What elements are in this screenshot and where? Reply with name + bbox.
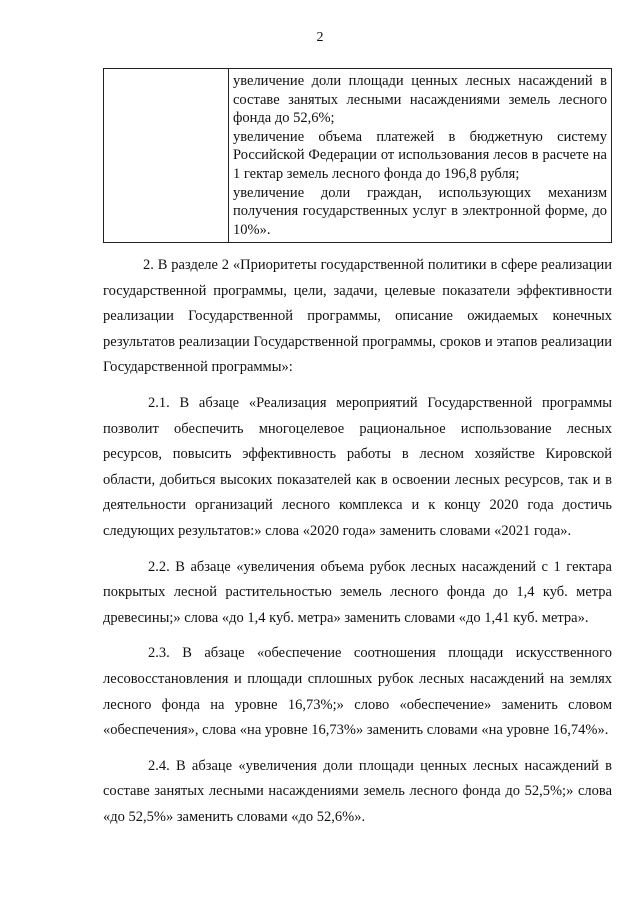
- table-right-cell: [229, 69, 612, 243]
- table-row: [104, 69, 612, 243]
- paragraph-2-3: 2.3. В абзаце «обеспечение соотношения площади искусственного лесовосстановления и площади сплошных рубок лесных насаждений на землях лесного фонда на уровне 16,73%;» слово «обеспечение» заменить словом «обеспечения», слова «на уровне 16,73%» заменить словами «на уровне 16,74%».: [103, 645, 612, 739]
- paragraph-2: 2. В разделе 2 «Приоритеты государственной политики в сфере реализации государственной программы, цели, задачи, целевые показатели эффективности реализации Государственной программы, описание ожидаемых конечных результатов реализации Государственной программы, сроков и этапов реализации Государственной программы»:: [103, 257, 612, 376]
- table-item-electronic-services: увеличение доли граждан, использующих механизм получения государственных услуг в электронной форме, до 10%».: [233, 184, 607, 238]
- paragraph-2-1: 2.1. В абзаце «Реализация мероприятий Государственной программы позволит обеспечить многоцелевое рациональное использование лесных ресурсов, повысить эффективность работы в лесном хозяйстве Кировской области, добиться высоких показателей как в освоении лесных ресурсов, так и в деятельности организаций лесного комплекса и к концу 2020 года достичь следующих результатов:» слова «2020 года» заменить словами «2021 года».: [103, 394, 612, 539]
- paragraph-2-2: 2.2. В абзаце «увеличения объема рубок лесных насаждений с 1 гектара покрытых лесной растительностью земель лесного фонда до 1,4 куб. метра древесины;» слова «до 1,4 куб. метра» заменить словами «до 1,41 куб. метра».: [103, 558, 612, 626]
- program-indicators-table: [103, 68, 612, 243]
- table-left-cell: [104, 69, 229, 243]
- paragraph-2-4: 2.4. В абзаце «увеличения доли площади ценных лесных насаждений в составе занятых лесными насаждениями земель лесного фонда до 52,5%;» слова «до 52,5%» заменить словами «до 52,6%».: [103, 757, 612, 825]
- page-number: 2: [316, 30, 324, 45]
- table-item-budget-payments: увеличение объема платежей в бюджетную систему Российской Федерации от использования лесов в расчете на 1 гектар земель лесного фонда до 196,8 рубля;: [233, 128, 607, 182]
- document-body: [103, 253, 612, 840]
- table-item-valuable-plantings: увеличение доли площади ценных лесных насаждений в составе занятых лесными насаждениями земель лесного фонда до 52,6%;: [233, 73, 607, 127]
